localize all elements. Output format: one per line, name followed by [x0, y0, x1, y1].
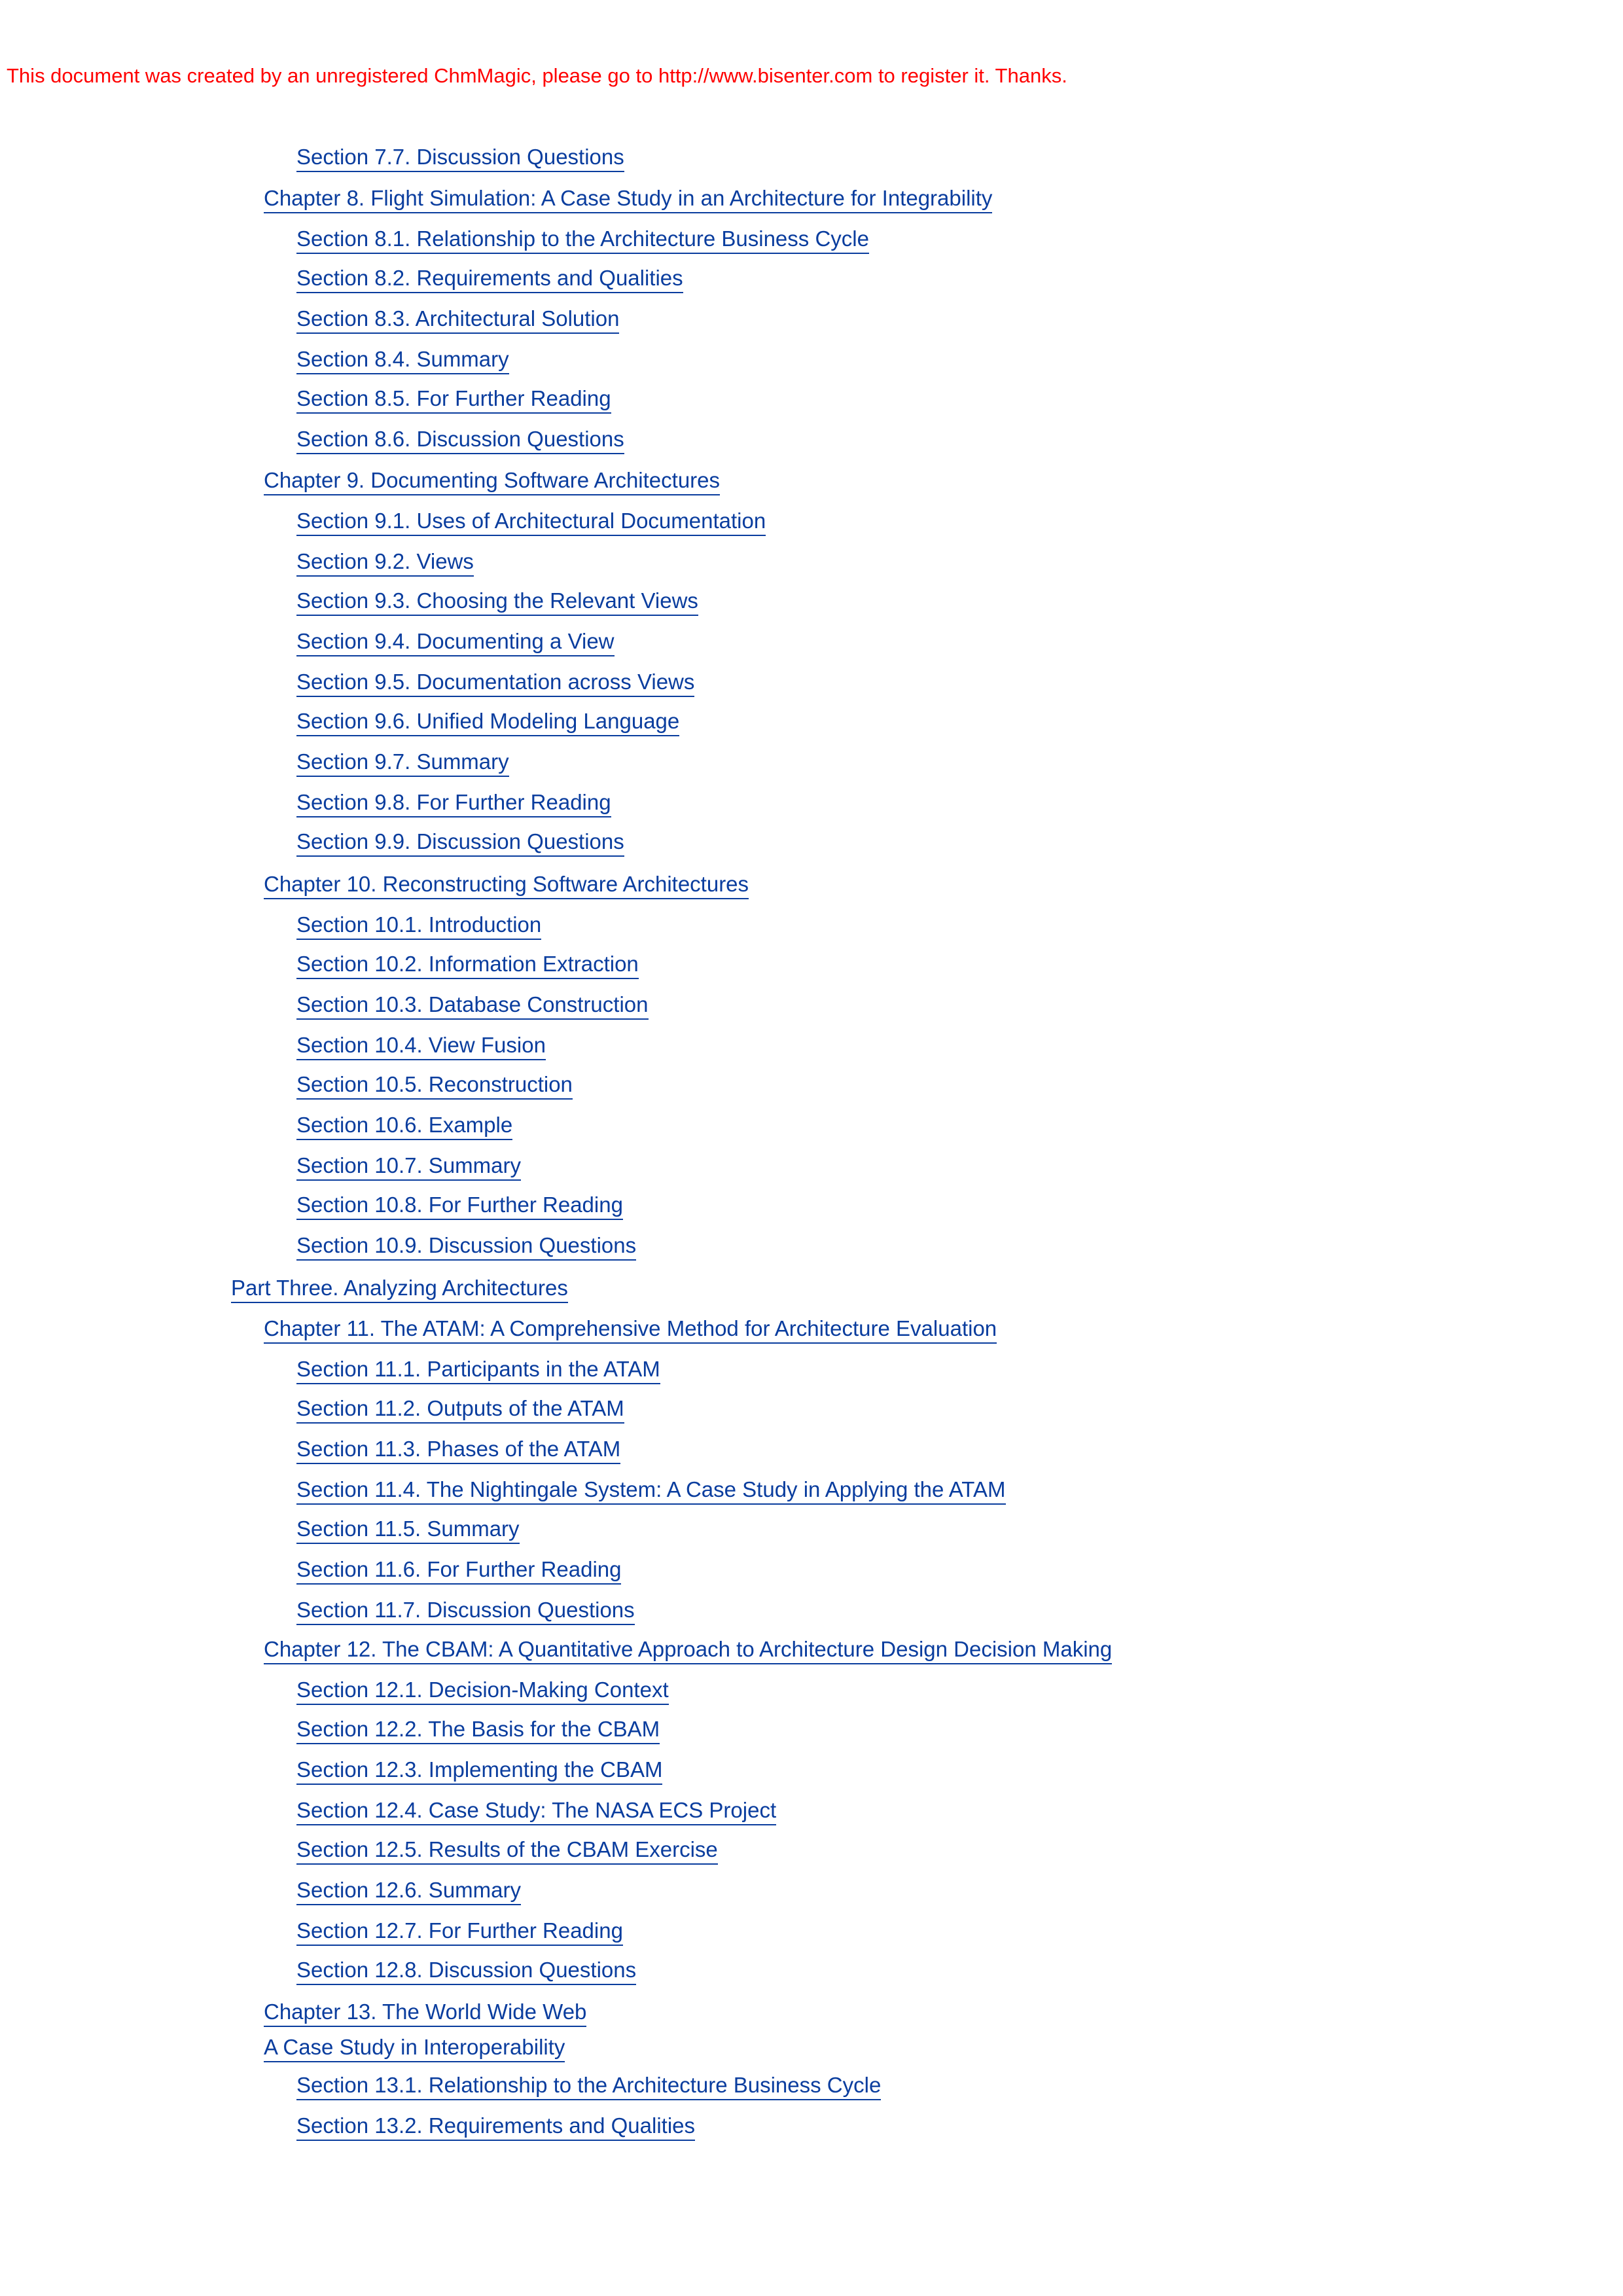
- toc-section-link[interactable]: Section 10.8. For Further Reading: [296, 1192, 623, 1220]
- toc-section-link[interactable]: Section 9.2. Views: [296, 548, 474, 577]
- toc-section-link[interactable]: Section 10.6. Example: [296, 1112, 512, 1140]
- toc-section-link[interactable]: Section 9.9. Discussion Questions: [296, 829, 624, 857]
- toc-chapter-link[interactable]: Chapter 10. Reconstructing Software Architectures: [264, 871, 749, 899]
- toc-section-link[interactable]: Section 13.2. Requirements and Qualities: [296, 2113, 695, 2141]
- toc-chapter-link[interactable]: Chapter 13. The World Wide Web: [264, 1999, 586, 2027]
- toc-section-link[interactable]: Section 9.3. Choosing the Relevant Views: [296, 588, 698, 616]
- toc-section-link[interactable]: Section 10.2. Information Extraction: [296, 951, 639, 979]
- toc-section-link[interactable]: Section 12.1. Decision-Making Context: [296, 1677, 669, 1705]
- toc-section-link[interactable]: Section 12.7. For Further Reading: [296, 1918, 623, 1946]
- toc-chapter-link[interactable]: Chapter 9. Documenting Software Architectures: [264, 467, 720, 495]
- toc-section-link[interactable]: Section 10.3. Database Construction: [296, 992, 649, 1020]
- toc-section-link[interactable]: Section 7.7. Discussion Questions: [296, 144, 624, 172]
- toc-section-link[interactable]: Section 11.1. Participants in the ATAM: [296, 1356, 660, 1384]
- toc-chapter-link[interactable]: Chapter 12. The CBAM: A Quantitative Approach to Architecture Design Decision Making: [264, 1636, 1112, 1664]
- toc-section-link[interactable]: Section 11.3. Phases of the ATAM: [296, 1436, 620, 1464]
- toc-section-link[interactable]: Section 12.4. Case Study: The NASA ECS Project: [296, 1797, 776, 1825]
- toc-section-link[interactable]: Section 12.2. The Basis for the CBAM: [296, 1716, 660, 1744]
- toc-section-link[interactable]: Section 8.2. Requirements and Qualities: [296, 265, 683, 293]
- toc-section-link[interactable]: Section 13.1. Relationship to the Architecture Business Cycle: [296, 2072, 881, 2100]
- toc-part-link[interactable]: Part Three. Analyzing Architectures: [231, 1275, 568, 1303]
- toc-section-link[interactable]: Section 11.2. Outputs of the ATAM: [296, 1395, 624, 1424]
- toc-section-link[interactable]: Section 10.4. View Fusion: [296, 1032, 546, 1060]
- toc-section-link[interactable]: Section 9.4. Documenting a View: [296, 628, 615, 656]
- toc-section-link[interactable]: Section 10.9. Discussion Questions: [296, 1232, 636, 1261]
- toc-chapter-link[interactable]: A Case Study in Interoperability: [264, 2034, 565, 2062]
- toc-section-link[interactable]: Section 10.1. Introduction: [296, 912, 541, 940]
- toc-section-link[interactable]: Section 12.8. Discussion Questions: [296, 1957, 636, 1985]
- toc-section-link[interactable]: Section 11.5. Summary: [296, 1516, 520, 1544]
- toc-section-link[interactable]: Section 10.7. Summary: [296, 1153, 521, 1181]
- toc-section-link[interactable]: Section 10.5. Reconstruction: [296, 1071, 573, 1100]
- toc-section-link[interactable]: Section 9.8. For Further Reading: [296, 789, 611, 817]
- toc-section-link[interactable]: Section 12.3. Implementing the CBAM: [296, 1757, 662, 1785]
- toc-section-link[interactable]: Section 9.7. Summary: [296, 749, 509, 777]
- toc-section-link[interactable]: Section 12.6. Summary: [296, 1877, 521, 1905]
- unregistered-notice: This document was created by an unregistered ChmMagic, please go to http://www.bisenter.com to register it. Thanks.: [7, 64, 1067, 87]
- toc-section-link[interactable]: Section 8.5. For Further Reading: [296, 386, 611, 414]
- toc-section-link[interactable]: Section 11.7. Discussion Questions: [296, 1597, 635, 1625]
- toc-section-link[interactable]: Section 8.1. Relationship to the Architecture Business Cycle: [296, 226, 869, 254]
- toc-section-link[interactable]: Section 9.6. Unified Modeling Language: [296, 708, 679, 736]
- toc-section-link[interactable]: Section 9.1. Uses of Architectural Documentation: [296, 508, 766, 536]
- toc-section-link[interactable]: Section 8.4. Summary: [296, 346, 509, 374]
- toc-section-link[interactable]: Section 8.3. Architectural Solution: [296, 306, 619, 334]
- toc-section-link[interactable]: Section 11.6. For Further Reading: [296, 1556, 621, 1585]
- toc-section-link[interactable]: Section 11.4. The Nightingale System: A Case Study in Applying the ATAM: [296, 1477, 1006, 1505]
- toc-chapter-link[interactable]: Chapter 11. The ATAM: A Comprehensive Method for Architecture Evaluation: [264, 1316, 997, 1344]
- toc-section-link[interactable]: Section 12.5. Results of the CBAM Exercise: [296, 1837, 718, 1865]
- toc-section-link[interactable]: Section 9.5. Documentation across Views: [296, 669, 694, 697]
- toc-section-link[interactable]: Section 8.6. Discussion Questions: [296, 426, 624, 454]
- toc-chapter-link[interactable]: Chapter 8. Flight Simulation: A Case Study in an Architecture for Integrability: [264, 185, 992, 213]
